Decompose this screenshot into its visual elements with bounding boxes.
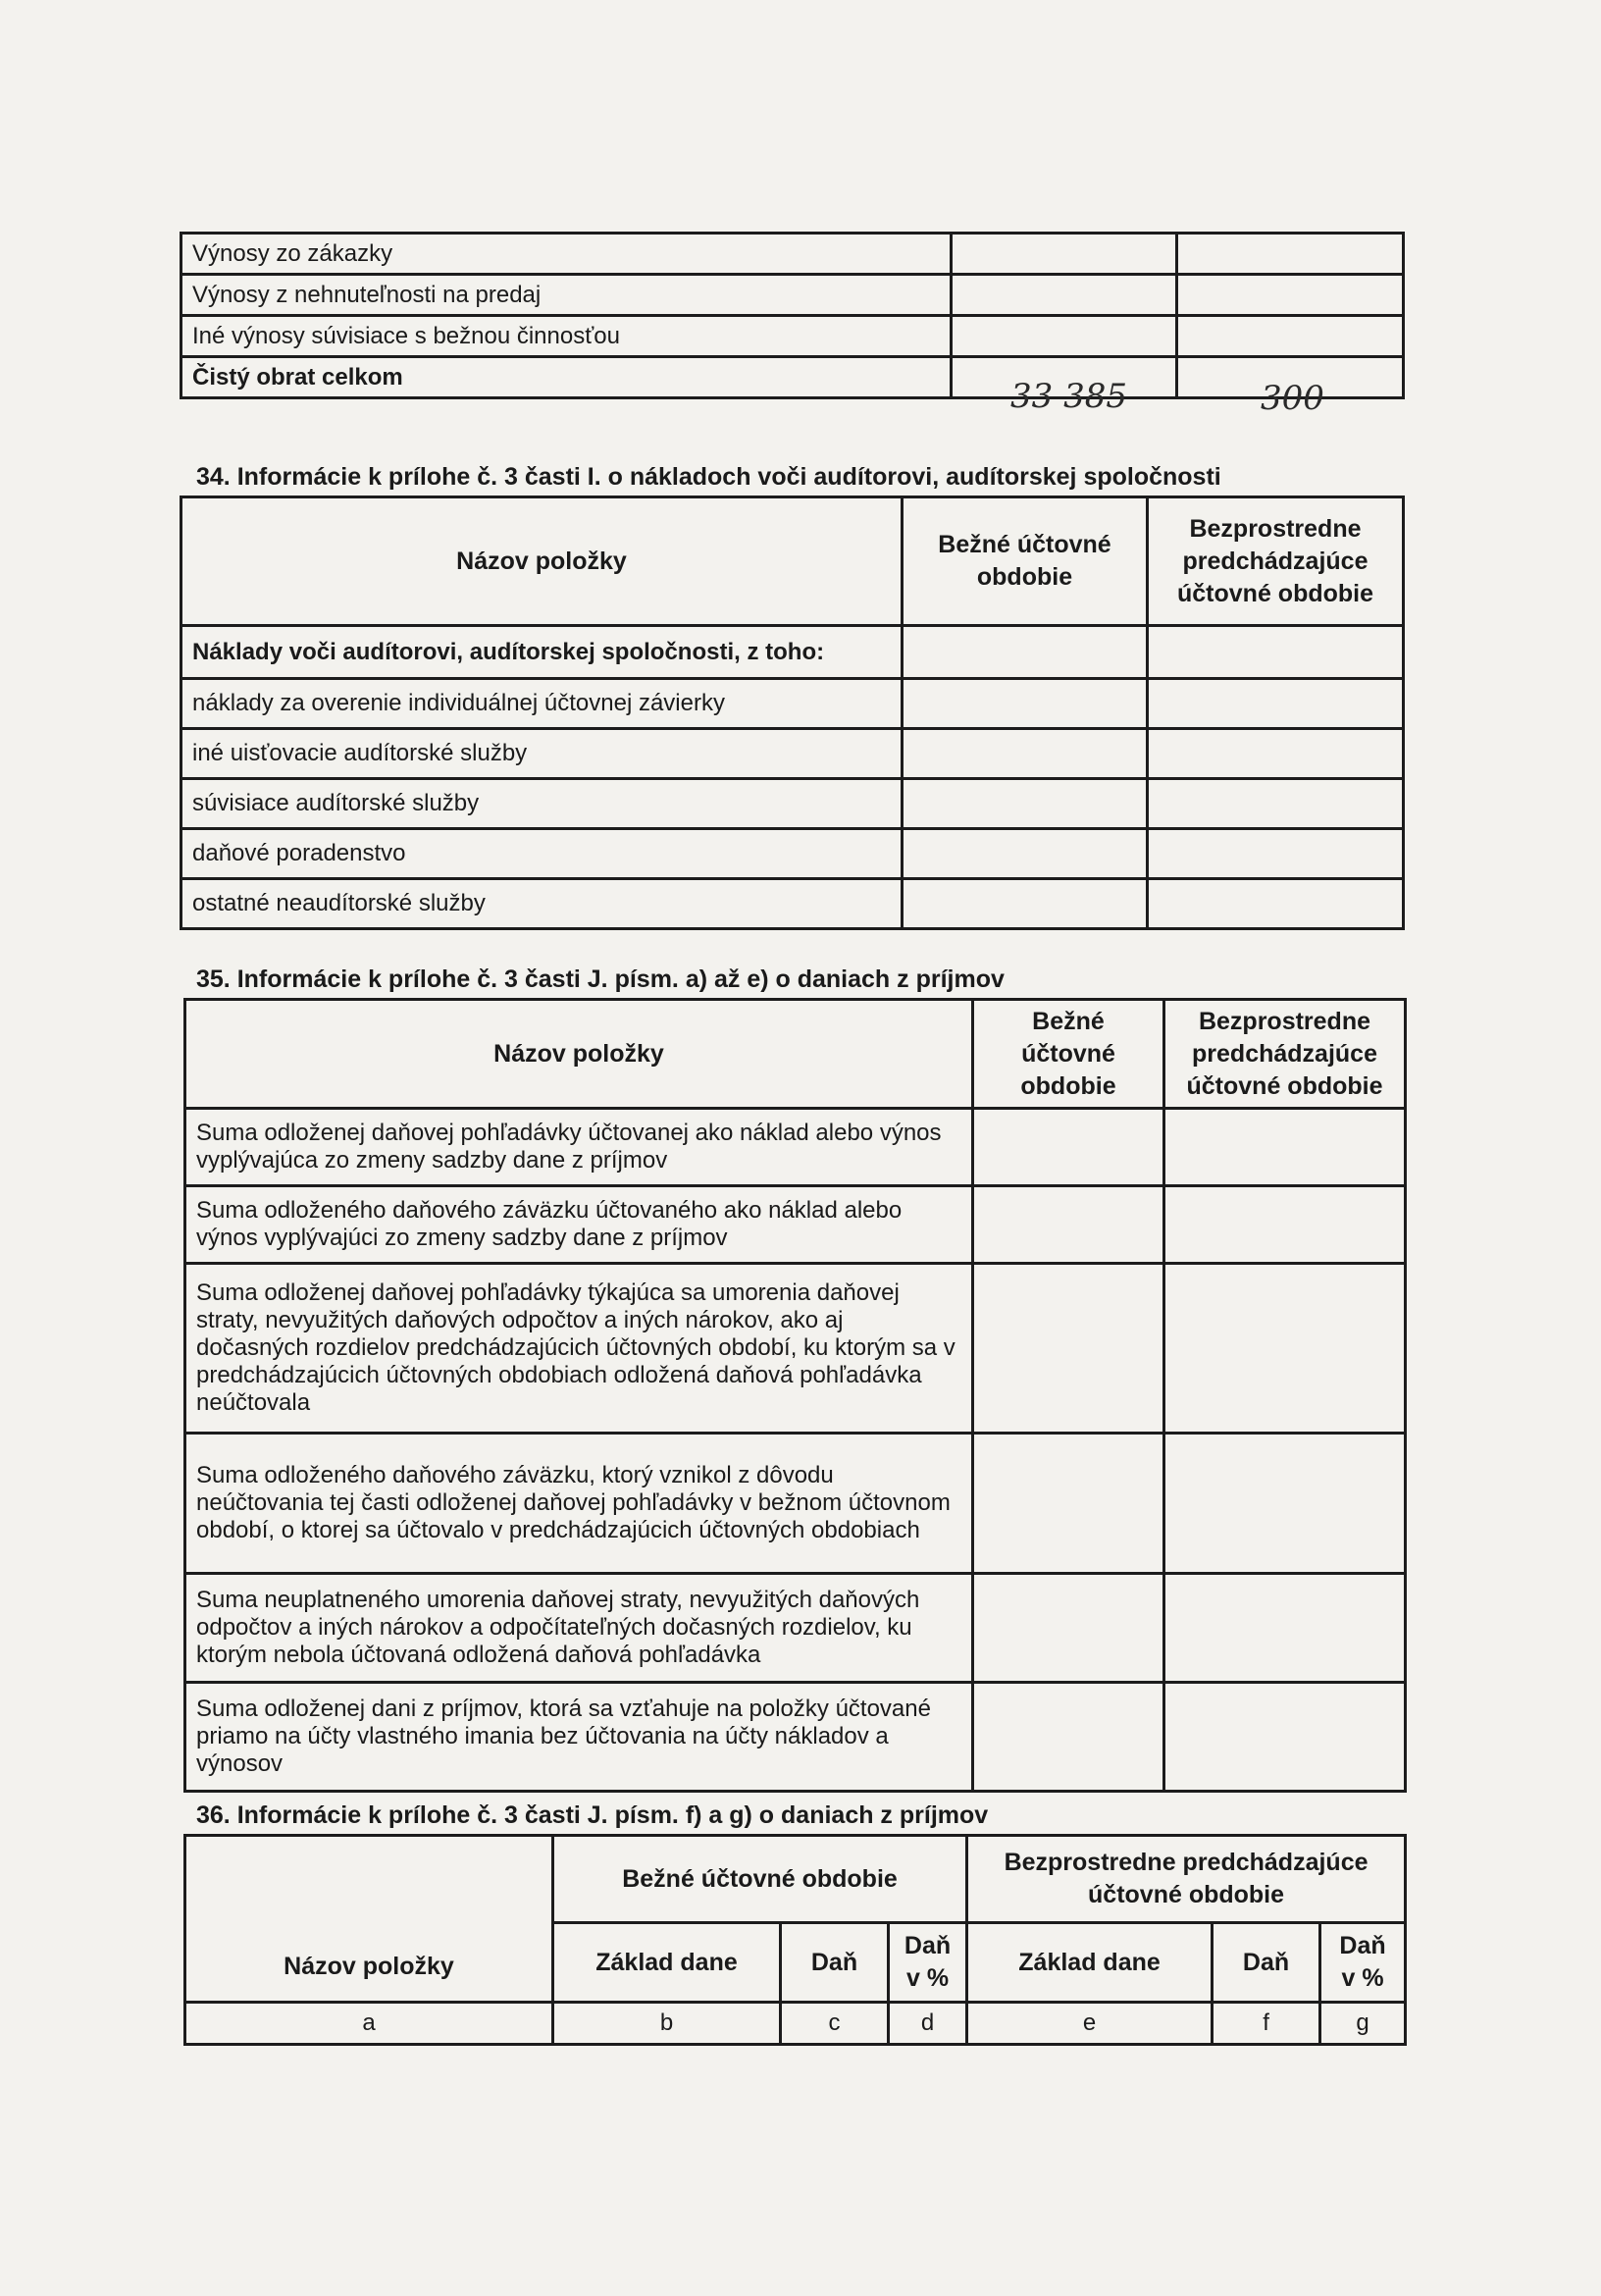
cell-current (903, 879, 1148, 929)
handwritten-previous-total: 300 (1261, 379, 1324, 418)
cell-previous (1148, 626, 1404, 679)
row-label: Suma odloženej daňovej pohľadávky účtovanej ako náklad alebo výnos vyplývajúca zo zmeny sadzby dane z príjmov (185, 1109, 973, 1186)
column-letter: e (967, 2003, 1213, 2045)
cell-previous (1148, 829, 1404, 879)
section-35-title: 35. Informácie k prílohe č. 3 časti J. písm. a) až e) o daniach z príjmov (196, 965, 1005, 993)
cell-previous (1148, 779, 1404, 829)
cell-current (903, 679, 1148, 729)
cell-current (952, 316, 1177, 357)
row-label: iné uisťovacie audítorské služby (181, 729, 903, 779)
subheader-base-previous: Základ dane (967, 1923, 1213, 2003)
table-row (185, 1434, 1406, 1574)
table-row (185, 1109, 1406, 1186)
row-label: Suma odloženej daňovej pohľadávky týkajúca sa umorenia daňovej straty, nevyužitých daňových odpočtov a iných nárokov, ako aj dočasných rozdielov predchádzajúcich účtovných období, ku ktorým sa v predchádzajúcich účtovných obdobiach odložená daňová pohľadávka neúčtovala (185, 1264, 973, 1434)
table-row (181, 234, 1404, 275)
subheader-rate-previous: Daň v % (1320, 1923, 1406, 2003)
subheader-tax-previous: Daň (1213, 1923, 1320, 2003)
column-letter: c (781, 2003, 889, 2045)
cell-previous (1148, 679, 1404, 729)
col-header-current: Bežné účtovné obdobie (903, 497, 1148, 626)
cell-previous (1177, 234, 1404, 275)
table-row (181, 626, 1404, 679)
row-label: Suma odloženého daňového záväzku účtovaného ako náklad alebo výnos vyplývajúci zo zmeny sadzby dane z príjmov (185, 1186, 973, 1264)
subheader-base-current: Základ dane (553, 1923, 781, 2003)
col-header-name: Názov položky (185, 1000, 973, 1109)
col-header-current: Bežné účtovné obdobie (553, 1836, 967, 1923)
table-row (185, 1264, 1406, 1434)
cell-previous (1148, 729, 1404, 779)
subheader-rate-current: Daň v % (889, 1923, 967, 2003)
row-label: Náklady voči audítorovi, audítorskej spoločnosti, z toho: (181, 626, 903, 679)
row-label: daňové poradenstvo (181, 829, 903, 879)
cell-current (903, 626, 1148, 679)
cell-previous (1164, 1264, 1406, 1434)
tax-rate-table (183, 1834, 1407, 2046)
cell-current (903, 729, 1148, 779)
revenue-table (180, 232, 1405, 399)
header-row (181, 497, 1404, 626)
cell-current (903, 779, 1148, 829)
row-label: Výnosy zo zákazky (181, 234, 952, 275)
cell-current (973, 1264, 1164, 1434)
col-header-name: Názov položky (185, 1836, 553, 2003)
table-row (185, 1186, 1406, 1264)
col-header-name: Názov položky (181, 497, 903, 626)
row-label: Iné výnosy súvisiace s bežnou činnosťou (181, 316, 952, 357)
table-row (181, 316, 1404, 357)
table-row (181, 729, 1404, 779)
col-header-previous: Bezprostredne predchádzajúce účtovné obdobie (1164, 1000, 1406, 1109)
row-label: Suma neuplatneného umorenia daňovej straty, nevyužitých daňových odpočtov a iných nárokov a odpočítateľných dočasných rozdielov, ku ktorým nebola účtovaná odložená daňová pohľadávka (185, 1574, 973, 1683)
column-letter: b (553, 2003, 781, 2045)
col-header-previous: Bezprostredne predchádzajúce účtovné obdobie (967, 1836, 1406, 1923)
deferred-tax-table (183, 998, 1407, 1793)
cell-previous (1164, 1683, 1406, 1792)
section-36-title: 36. Informácie k prílohe č. 3 časti J. písm. f) a g) o daniach z príjmov (196, 1801, 989, 1829)
row-label: Výnosy z nehnuteľnosti na predaj (181, 275, 952, 316)
cell-previous (1164, 1574, 1406, 1683)
table-row (181, 357, 1404, 398)
cell-current (952, 275, 1177, 316)
row-label: náklady za overenie individuálnej účtovnej závierky (181, 679, 903, 729)
table-row (181, 779, 1404, 829)
cell-current (973, 1434, 1164, 1574)
col-header-current: Bežné účtovné obdobie (973, 1000, 1164, 1109)
cell-current (952, 234, 1177, 275)
row-label: Čistý obrat celkom (181, 357, 952, 398)
column-letter: d (889, 2003, 967, 2045)
row-label: Suma odloženej dani z príjmov, ktorá sa vzťahuje na položky účtované priamo na účty vlastného imania bez účtovania na účty nákladov a výnosov (185, 1683, 973, 1792)
column-letter: g (1320, 2003, 1406, 2045)
handwritten-current-total: 33 385 (1010, 377, 1127, 416)
table-row (181, 829, 1404, 879)
header-row (185, 1836, 1406, 1923)
cell-current (973, 1186, 1164, 1264)
cell-previous (1164, 1109, 1406, 1186)
table-row (181, 879, 1404, 929)
cell-previous (1164, 1186, 1406, 1264)
table-row (185, 1683, 1406, 1792)
cell-previous (1177, 316, 1404, 357)
cell-current (973, 1683, 1164, 1792)
cell-current (973, 1109, 1164, 1186)
cell-current (903, 829, 1148, 879)
section-34-title: 34. Informácie k prílohe č. 3 časti I. o nákladoch voči audítorovi, audítorskej spoločnosti (196, 463, 1221, 491)
cell-current (973, 1574, 1164, 1683)
cell-previous (1148, 879, 1404, 929)
row-label: ostatné neaudítorské služby (181, 879, 903, 929)
table-row (181, 679, 1404, 729)
cell-previous (1164, 1434, 1406, 1574)
letter-row (185, 2003, 1406, 2045)
row-label: súvisiace audítorské služby (181, 779, 903, 829)
column-letter: f (1213, 2003, 1320, 2045)
row-label: Suma odloženého daňového záväzku, ktorý vznikol z dôvodu neúčtovania tej časti odloženej daňovej pohľadávky v bežnom účtovnom období, o ktorej sa účtovalo v predchádzajúcich účtovných obdobiach (185, 1434, 973, 1574)
column-letter: a (185, 2003, 553, 2045)
header-row (185, 1000, 1406, 1109)
cell-previous (1177, 275, 1404, 316)
table-row (185, 1574, 1406, 1683)
auditor-costs-table (180, 496, 1405, 930)
col-header-previous: Bezprostredne predchádzajúce účtovné obdobie (1148, 497, 1404, 626)
table-row (181, 275, 1404, 316)
subheader-tax-current: Daň (781, 1923, 889, 2003)
